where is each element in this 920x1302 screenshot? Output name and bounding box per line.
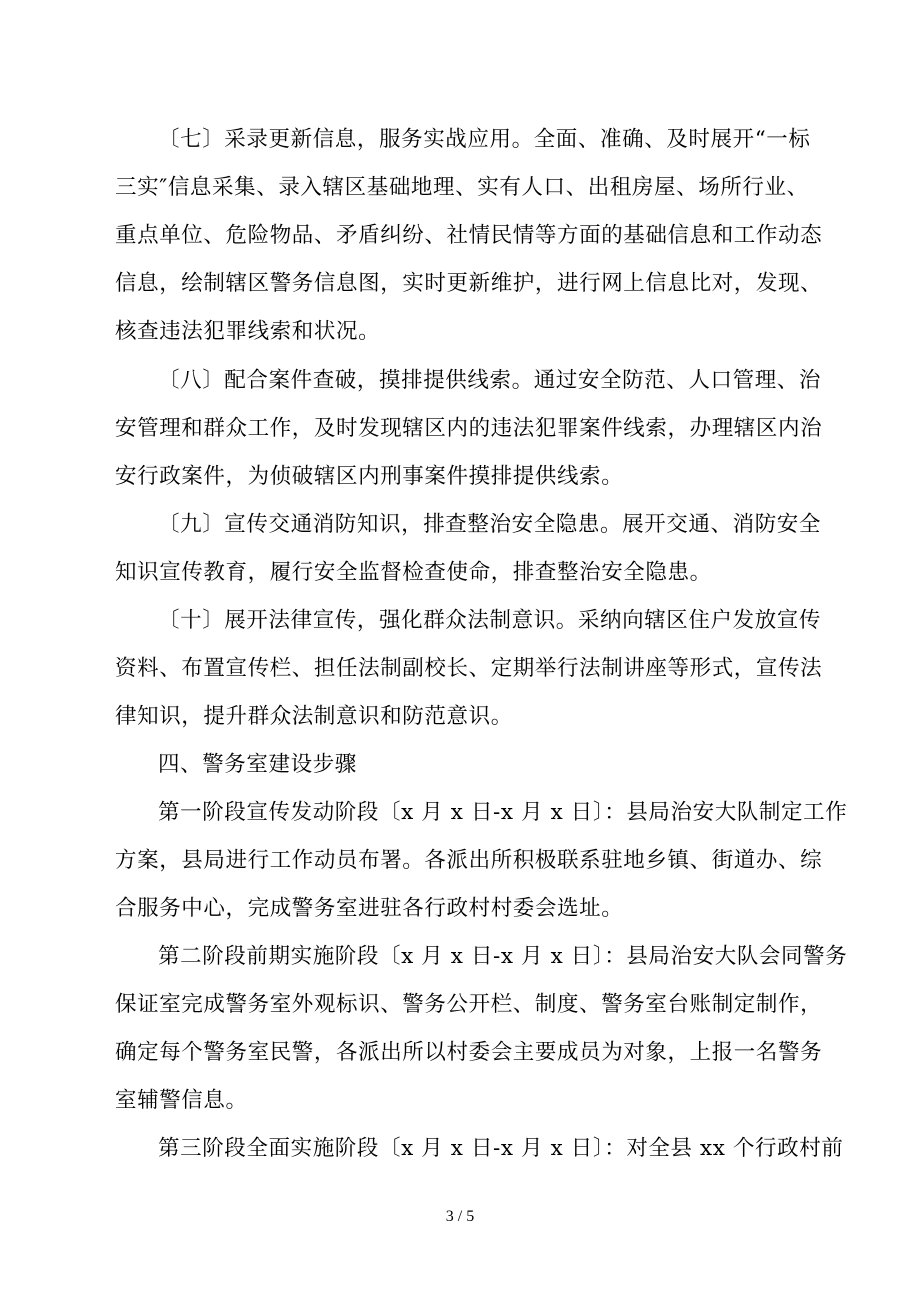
- text-line: 〔七〕采录更新信息，服务实战应用。全面、准确、及时展开“一标: [158, 127, 811, 152]
- text-line: 安管理和群众工作，及时发现辖区内的违法犯罪案件线索，办理辖区内治: [115, 416, 823, 441]
- text-line: 〔九〕宣传交通消防知识，排查整治安全隐患。展开交通、消防安全: [158, 512, 822, 537]
- text-line: 第一阶段宣传发动阶段〔x 月 x 日-x 月 x 日〕：县局治安大队制定工作: [158, 800, 848, 825]
- text-line: 三实″信息采集、录入辖区基础地理、实有人口、出租房屋、场所行业、: [115, 175, 809, 200]
- text-line: 律知识，提升群众法制意识和防范意识。: [115, 704, 513, 729]
- text-line: 确定每个警务室民警，各派出所以村委会主要成员为对象，上报一名警务: [115, 1040, 823, 1065]
- section-heading: 四、警务室建设步骤: [158, 752, 357, 777]
- text-line: 信息，绘制辖区警务信息图，实时更新维护，进行网上信息比对，发现、: [115, 271, 823, 296]
- text-line: 核查违法犯罪线索和状况。: [115, 319, 381, 344]
- text-line: 资料、布置宣传栏、担任法制副校长、定期举行法制讲座等形式，宣传法: [115, 656, 823, 681]
- text-line: 方案，县局进行工作动员布署。各派出所积极联系驻地乡镇、街道办、综: [115, 848, 823, 873]
- text-line: 重点单位、危险物品、矛盾纠纷、社情民情等方面的基础信息和工作动态: [115, 223, 823, 248]
- text-line: 知识宣传教育，履行安全监督检查使命，排查整治安全隐患。: [115, 560, 712, 585]
- page-number: 3 / 5: [445, 1208, 475, 1225]
- text-line: 〔十〕展开法律宣传，强化群众法制意识。采纳向辖区住户发放宣传: [158, 608, 822, 633]
- text-line: 安行政案件，为侦破辖区内刑事案件摸排提供线索。: [115, 464, 624, 489]
- text-line: 第三阶段全面实施阶段〔x 月 x 日-x 月 x 日〕：对全县 xx 个行政村前: [158, 1136, 844, 1161]
- text-line: 〔八〕配合案件查破，摸排提供线索。通过安全防范、人口管理、治: [158, 368, 822, 393]
- text-line: 室辅警信息。: [115, 1088, 248, 1113]
- text-line: 保证室完成警务室外观标识、警务公开栏、制度、警务室台账制定制作，: [115, 992, 823, 1017]
- text-line: 第二阶段前期实施阶段〔x 月 x 日-x 月 x 日〕：县局治安大队会同警务: [158, 944, 848, 969]
- text-line: 合服务中心，完成警务室进驻各行政村村委会选址。: [115, 896, 624, 921]
